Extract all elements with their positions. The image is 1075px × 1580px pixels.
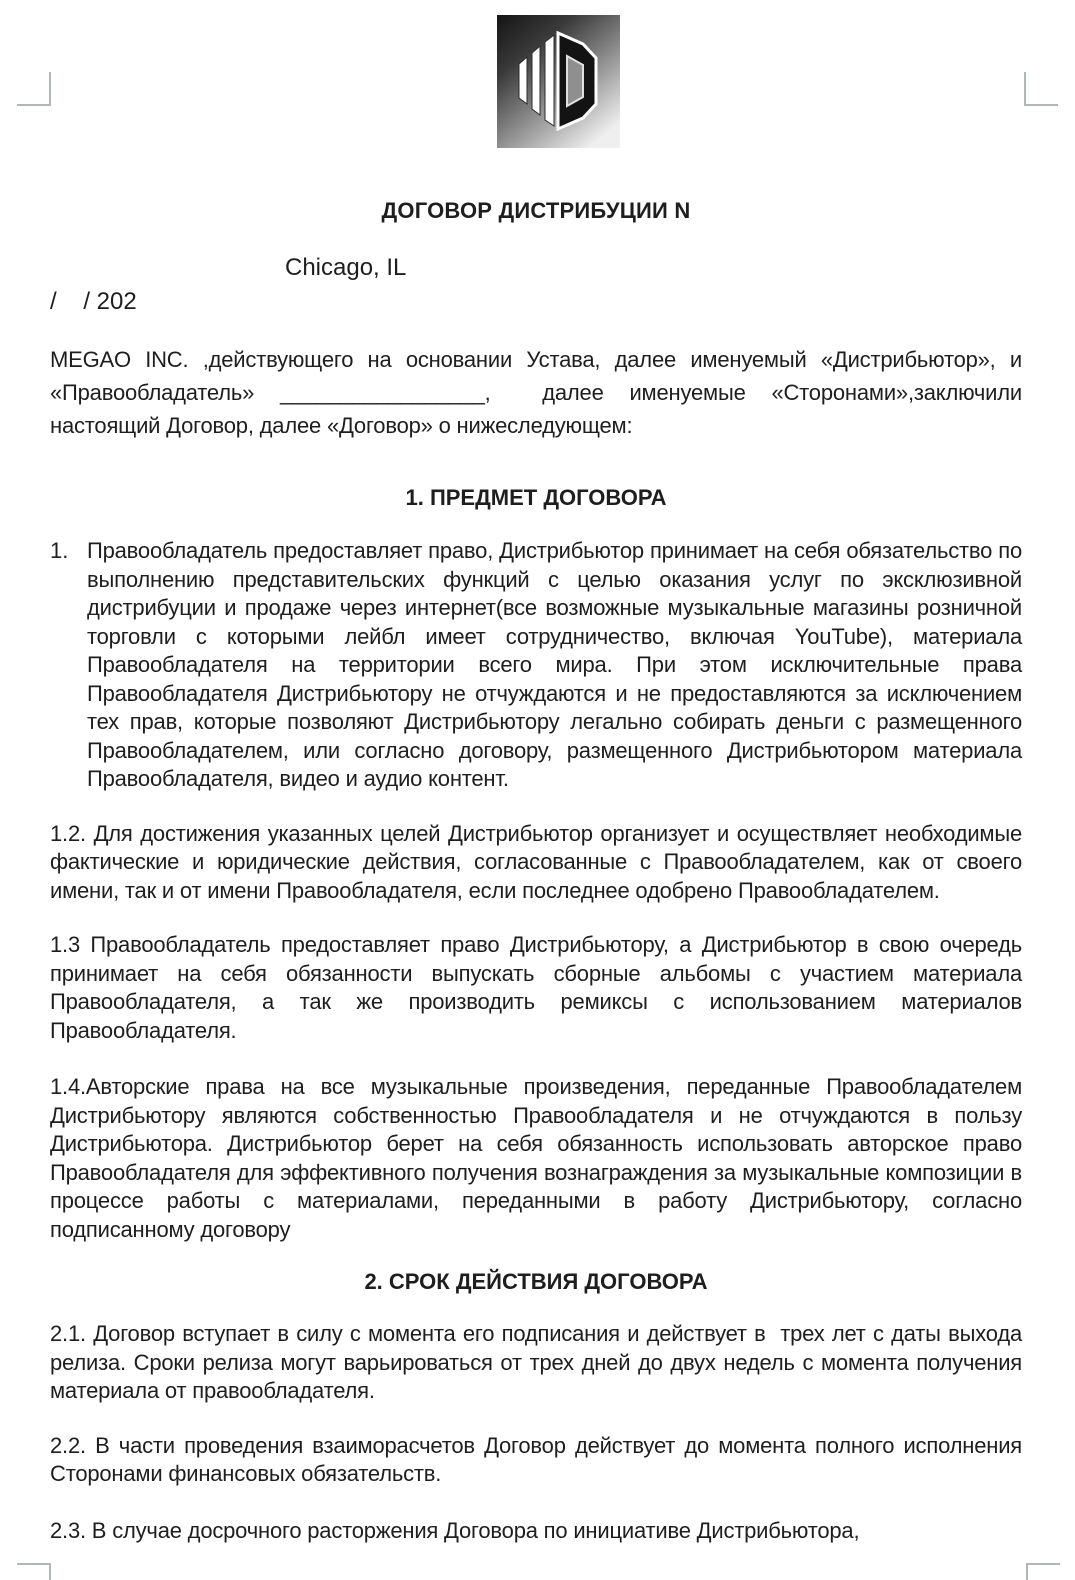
section-2-heading: 2. СРОК ДЕЙСТВИЯ ДОГОВОРА [364,1269,708,1294]
clause-1-4: 1.4.Авторские права на все музыкальные произведения, переданные Правообладателем Дистрибьютору являются собственностью Правообладателя и не отчуждаются в пользу Дистрибьютора. Дистрибьютор берет на себя обязанность использовать авторское право Правообладателя для эффективного получения вознаграждения за музыкальные композиции в процессе работы с материалами, переданными в работу Дистрибьютору, согласно подписанному договору [50,1074,1022,1242]
crop-mark-bottom-right [1026,1563,1060,1580]
clause-1 [50,537,1022,794]
clause-2-3: 2.3. В случае досрочного расторжения Договора по инициативе Дистрибьютора, [50,1517,860,1543]
crop-mark-top-right [1024,72,1058,106]
city-line: Chicago, IL [285,254,407,281]
section-1-heading: 1. ПРЕДМЕТ ДОГОВОРА [405,485,667,510]
crop-mark-top-left [17,72,51,106]
clause-1-2: 1.2. Для достижения указанных целей Дистрибьютор организует и осуществляет необходимые фактические и юридические действия, согласованные с Правообладателем, как от своего имени, так и от имени Правообладателя, если последнее одобрено Правообладателем. [50,820,1022,903]
clause-2-1: 2.1. Договор вступает в силу с момента его подписания и действует в трех лет с даты выхода релиза. Сроки релиза могут варьироваться от трех дней до двух недель с момента получения материала от правообладателя. [50,1321,1022,1403]
document-title: ДОГОВОР ДИСТРИБУЦИИ N [381,198,691,223]
clause-2-2: 2.2. В части проведения взаиморасчетов Договор действует до момента полного исполнения Сторонами финансовых обязательств. [50,1432,1022,1486]
crop-mark-bottom-left [17,1563,51,1580]
intro-paragraph: MEGAO INC. ,действующего на основании Устава, далее именуемый «Дистрибьютор», и «Правообладатель» _________________, далее именуемые «Сторонами»,заключили настоящий Договор, далее «Договор» о нижеследующем: [50,347,1022,438]
clause-1-text: Правообладатель предоставляет право, Дистрибьютор принимает на себя обязательство по выполнению представительских функций с целью оказания услуг по эксклюзивной дистрибуции и продаже через интернет(все возможные музыкальные магазины розничной торговли с которыми лейбл имеет сотрудничество, включая YouTube), материала Правообладателя на территории всего мира. При этом исключительные права Правообладателя Дистрибьютору не отчуждаются и не предоставляются за исключением тех прав, которые позволяют Дистрибьютору легально собирать деньги с размещенного Правообладателем, или согласно договору, размещенного Дистрибьютором материала Правообладателя, видео и аудио контент. [87,538,1022,791]
date-placeholder: / / 202 [50,288,137,315]
clause-1-3: 1.3 Правообладатель предоставляет право Дистрибьютору, а Дистрибьютор в свою очередь принимает на себя обязанности выпускать сборные альбомы с участием материала Правообладателя, а так же производить ремиксы с использованием материалов Правообладателя. [50,932,1022,1043]
clause-1-number: 1. [50,538,69,563]
contract-document [50,0,1022,1545]
